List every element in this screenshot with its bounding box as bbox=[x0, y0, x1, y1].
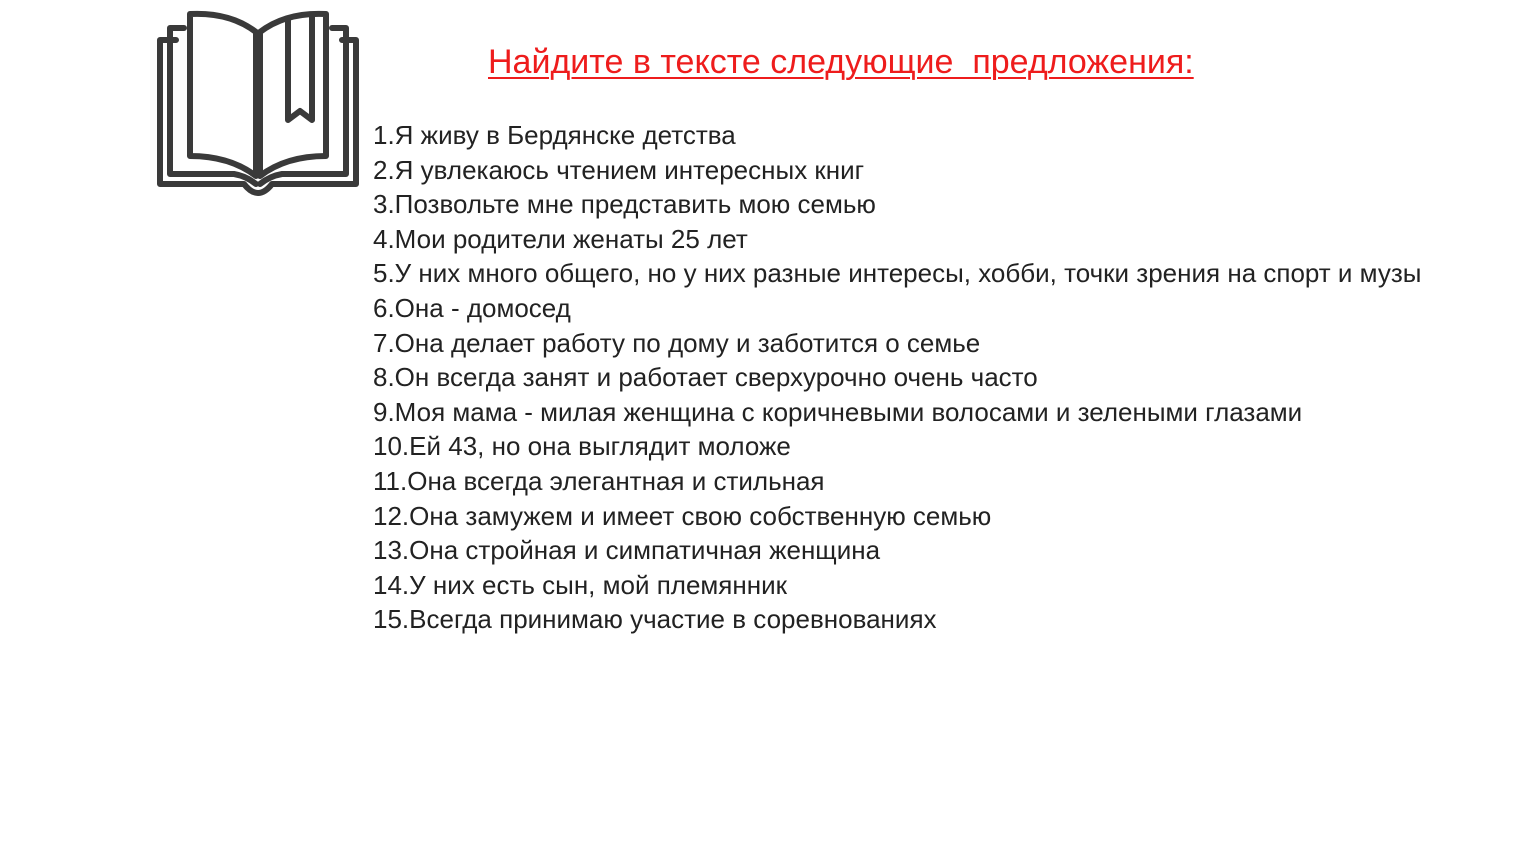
open-book-icon bbox=[150, 8, 366, 200]
list-item: 15.Всегда принимаю участие в соревнованиях bbox=[373, 604, 937, 635]
list-item: 11.Она всегда элегантная и стильная bbox=[373, 465, 825, 496]
slide-title: Найдите в тексте следующие предложения: bbox=[488, 43, 1194, 81]
list-item: 9.Моя мама - милая женщина с коричневыми волосами и зелеными глазами bbox=[373, 396, 1303, 427]
list-item: 3.Позвольте мне представить мою семью bbox=[373, 189, 876, 220]
list-item: 12.Она замужем и имеет свою собственную семью bbox=[373, 500, 992, 531]
list-item: 5.У них много общего, но у них разные интересы, хобби, точки зрения на спорт и музы bbox=[373, 258, 1422, 289]
list-item: 14.У них есть сын, мой племянник bbox=[373, 569, 787, 600]
sentence-list bbox=[373, 118, 1533, 637]
list-item: 13.Она стройная и симпатичная женщина bbox=[373, 535, 881, 566]
list-item: 6.Она - домосед bbox=[373, 292, 571, 323]
list-item: 2.Я увлекаюсь чтением интересных книг bbox=[373, 154, 865, 185]
list-item: 7.Она делает работу по дому и заботится о семье bbox=[373, 327, 981, 358]
list-item: 10.Ей 43, но она выглядит моложе bbox=[373, 431, 791, 462]
list-item: 4.Мои родители женаты 25 лет bbox=[373, 223, 748, 254]
list-item: 1.Я живу в Бердянске детства bbox=[373, 120, 736, 150]
list-item: 8.Он всегда занят и работает сверхурочно очень часто bbox=[373, 362, 1038, 393]
